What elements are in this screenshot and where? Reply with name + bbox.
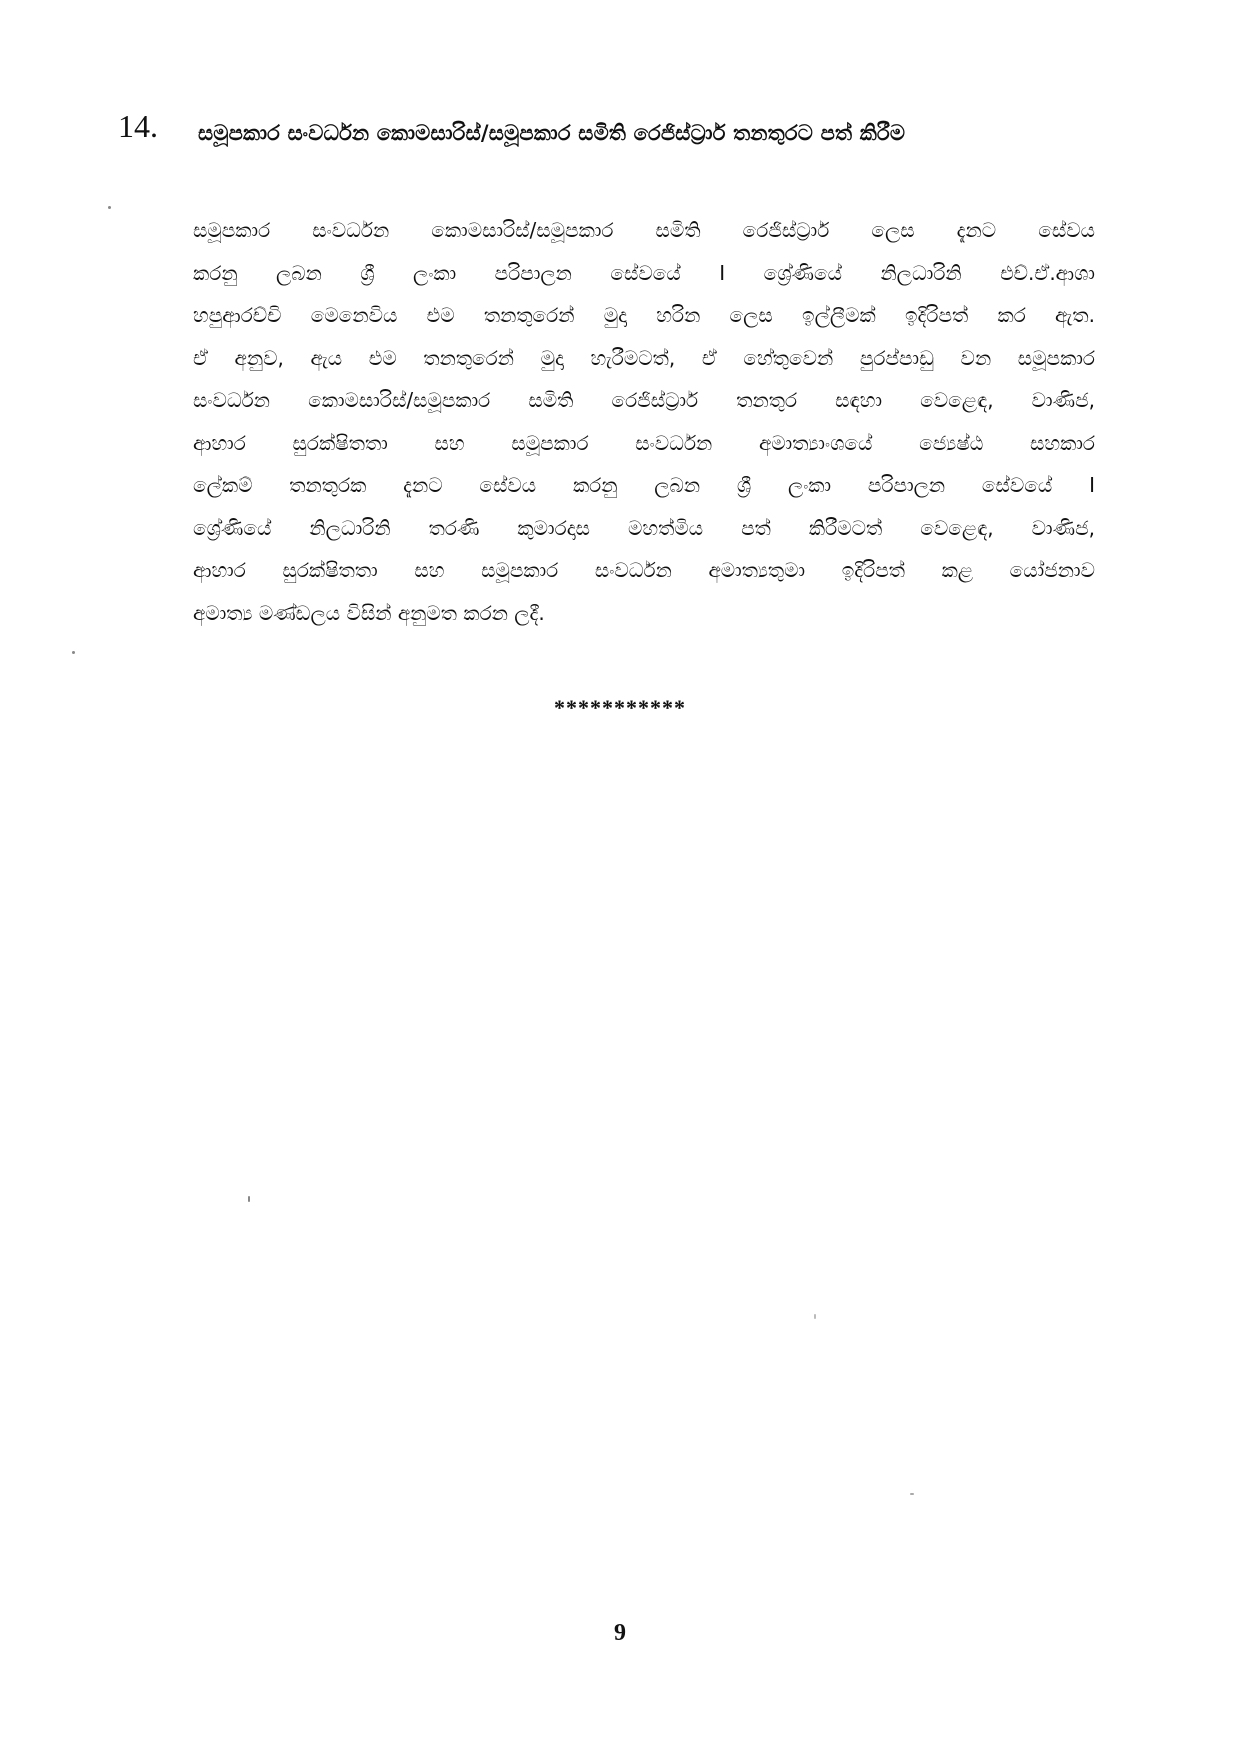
paragraph-line: කරනු ලබන ශ්‍රී ලංකා පරිපාලන සේවයේ I ශ්‍රේණියේ නිලධාරිනි එච්.ඒ.ආශා [193,260,1095,285]
paragraph-line: ශ්‍රේණියේ නිලධාරිනි තරණි කුමාරදාස මහත්මිය පත් කිරීමටත් වෙළෙඳ, වාණිජ, [193,515,1095,540]
scan-speck [108,206,111,209]
section-divider: *********** [554,695,686,720]
scan-speck [814,1314,816,1319]
paragraph-line: හපුආරච්චි මෙනෙවිය එම තනතුරෙන් මුදා හරින ලෙස ඉල්ලීමක් ඉදිරිපත් කර ඇත. [193,303,1095,327]
page-number: 9 [614,1620,626,1646]
paragraph-line: ආහාර සුරක්ෂිතතා සහ සමූපකාර සංවර්ධන අමාත්‍යතුමා ඉදිරිපත් කළ යෝජනාව [193,558,1095,582]
scan-speck [248,1196,250,1202]
item-number: 14. [118,108,158,144]
paragraph-line: සමූපකාර සංවර්ධන කොමසාරිස්/සමූපකාර සමිති රෙජිස්ට්‍රාර් ලෙස දැනට සේවය [193,218,1095,242]
body-paragraph [193,209,1095,634]
paragraph-line: ලේකම් තනතුරක දැනට සේවය කරනු ලබන ශ්‍රී ලංකා පරිපාලන සේවයේ I [193,473,1095,497]
scan-speck [910,1493,914,1495]
item-heading: සමූපකාර සංවර්ධන කොමසාරිස්/සමූපකාර සමිති රෙජිස්ට්‍රාර් තනතුරට පත් කිරීම [198,121,906,145]
paragraph-line: සංවර්ධන කොමසාරිස්/සමූපකාර සමිති රෙජිස්ට්‍රාර් තනතුර සඳහා වෙළෙඳ, වාණිජ, [193,388,1095,412]
paragraph-line: අමාත්‍ය මණ්ඩලය විසින් අනුමත කරන ලදී. [193,600,545,625]
paragraph-line: ඒ අනුව, ඇය එම තනතුරෙන් මුදා හැරීමටත්, ඒ හේතුවෙන් පුරප්පාඩු වන සමූපකාර [193,345,1095,370]
scan-speck [72,651,75,654]
paragraph-line: ආහාර සුරක්ෂිතතා සහ සමූපකාර සංවර්ධන අමාත්‍යාංශයේ ජ්‍යෙෂ්ඨ සහකාර [193,430,1095,455]
